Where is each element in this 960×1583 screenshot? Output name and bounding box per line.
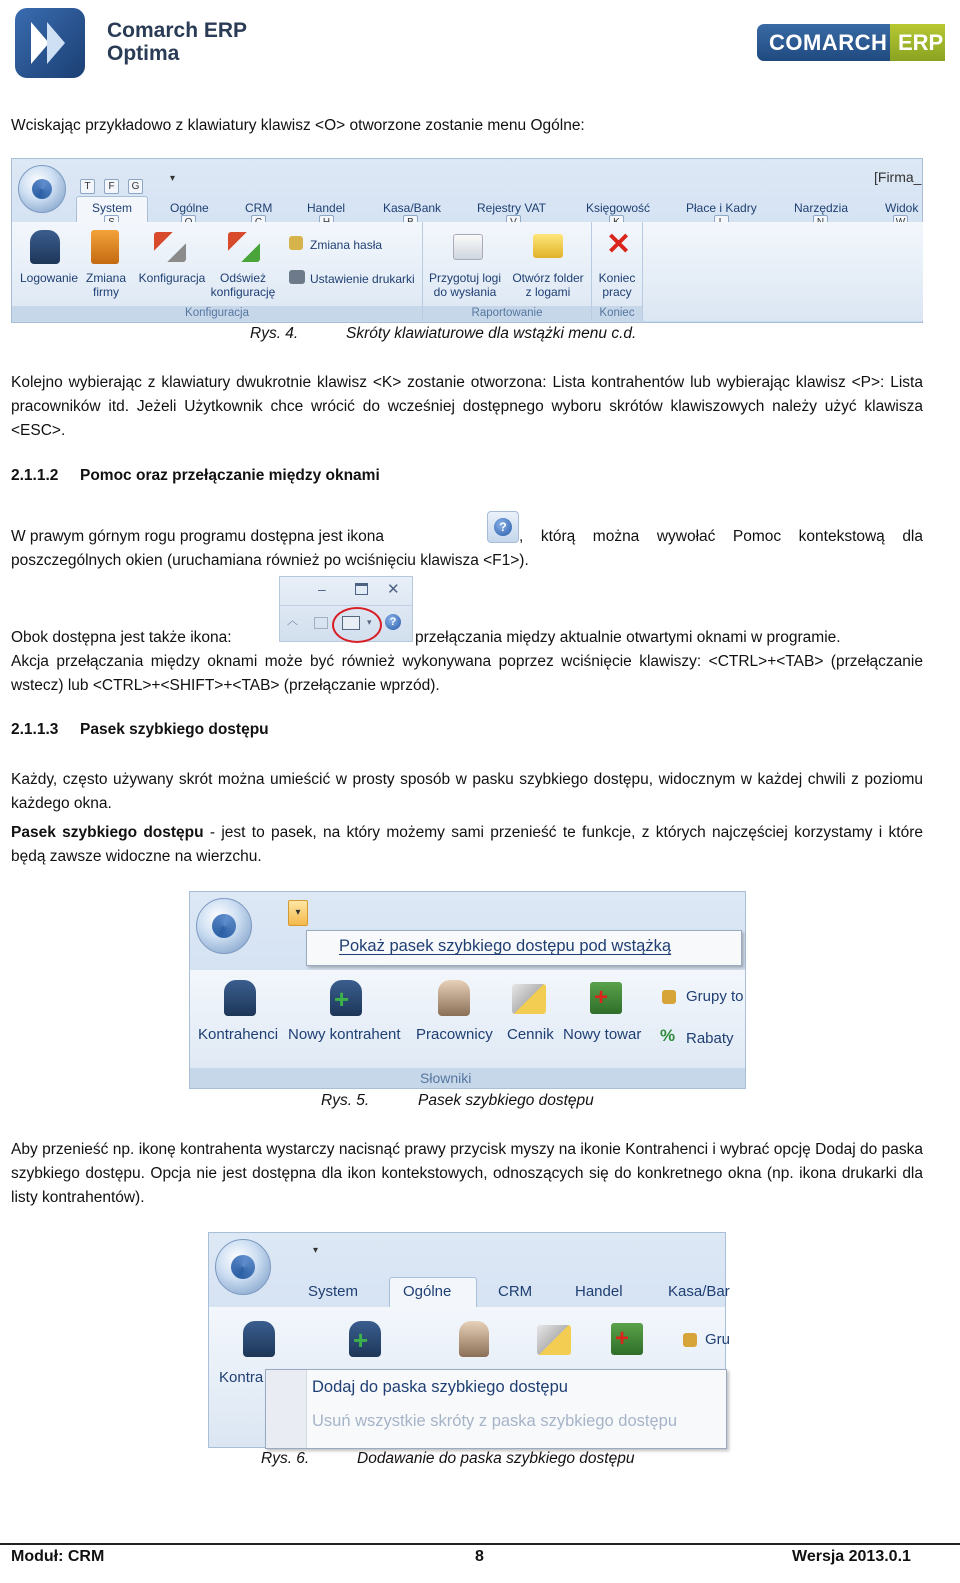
tab-rejestry-vat[interactable]: Rejestry VAT [477,201,546,215]
heading-2-1-1-3: Pasek szybkiego dostępu [80,721,269,738]
figure-6-ribbon [208,1232,731,1448]
chevron-up-icon[interactable]: ︿ [287,615,298,627]
fig4-caption: Skróty klawiaturowe dla wstążki menu c.d. [346,325,637,342]
otworz-folder-label-1[interactable]: Otwórz folder [512,271,584,285]
ustawienie-drukarki-button[interactable]: Ustawienie drukarki [310,272,415,286]
group-raportowanie [423,222,592,321]
tab-ogolne[interactable]: Ogólne [403,1283,452,1300]
tab-handel[interactable]: Handel [307,201,346,215]
tab-kasa-bank[interactable]: Kasa/Bar [668,1283,730,1300]
qa-key: G [128,179,143,194]
paragraph-7-rest: - jest to pasek, na który możemy sami przenieść te funkcje, z których najczęściej korzystamy i które będą zawsze widoczne na wierzchu. [11,824,923,865]
tab-place-kadry[interactable]: Płace i Kadry [686,201,757,215]
cennik-button[interactable]: Cennik [507,1026,554,1043]
paragraph-3-b: , którą można wywołać Pomoc kontekstową dla poszczególnych okien (uruchamiana również po wciśnięciu klawisza <F1>). [11,528,923,569]
footer-rule [0,1543,960,1545]
grupy-icon [662,990,676,1004]
zmiana-firmy-label-1[interactable]: Zmiana [85,271,126,285]
plus-icon: + [334,984,350,1014]
rabaty-icon: % [660,1026,676,1045]
plus-icon: + [353,1325,369,1355]
window-controls-image [279,576,413,642]
zmiana-hasla-icon [289,236,303,250]
app-orb-icon [196,898,252,954]
cennik-icon [537,1325,571,1355]
tab-kasa-bank[interactable]: Kasa/Bank [383,201,442,215]
comarch-optima-logo [15,8,85,78]
tab-crm[interactable]: CRM [245,201,273,215]
brand-left: COMARCH [769,30,888,55]
przygotuj-logi-icon [453,234,483,260]
paragraph-2: Kolejno wybierając z klawiatury dwukrotnie klawisz <K> zostanie otworzona: Lista kontrahentów lub wybierając klawisz <P>: Lista pracowników itd. Jeżeli Użytkownik chce wrócić do wcześniej dostępnego wyboru skrótów klawiszowych należy użyć klawisza <ESC>. [11,374,923,439]
chevron-down-icon[interactable]: ▾ [367,617,372,627]
tab-ksiegowosc[interactable]: Księgowość [586,201,651,215]
pracownicy-icon [438,980,470,1016]
restore-window-icon [314,617,328,629]
qa-dropdown-icon[interactable]: ▾ [313,1245,319,1256]
group-koniec [592,222,643,321]
kontrahenci-partial-label[interactable]: Kontra [219,1369,264,1386]
grupy-icon [683,1333,697,1347]
heading-2-1-1-2-number: 2.1.1.2 [11,467,59,484]
pracownicy-icon [459,1321,489,1357]
plus-icon: + [615,1325,630,1352]
tab-ogolne[interactable]: Ogólne [170,201,209,215]
tab-narzedzia[interactable]: Narzędzia [794,201,849,215]
paragraph-4-b: przełączania między aktualnie otwartymi oknami w programie. [415,629,841,646]
koniec-pracy-label-1[interactable]: Koniec [598,271,636,285]
menu-item-show-qa-below[interactable]: Pokaż pasek szybkiego dostępu pod wstążką [339,937,672,955]
konfiguracja-button-label[interactable]: Konfiguracja [138,271,206,285]
paragraph-7 [11,821,923,869]
plus-icon: + [594,984,609,1011]
help-small-icon[interactable]: ? [385,614,401,630]
paragraph-8: Aby przenieść np. ikonę kontrahenta wystarczy nacisnąć prawy przycisk myszy na ikonie Kontrahenci i wybrać opcję Dodaj do paska szybkiego dostępu. Opcja nie jest dostępna dla ikon kontekstowych, odnoszących się do konkretnego okna (np. ikona drukarki dla listy kontrahentów). [11,1141,923,1206]
otworz-folder-label-2[interactable]: z logami [525,285,571,299]
tab-widok[interactable]: Widok [885,201,919,215]
paragraph-3-a: W prawym górnym rogu programu dostępna jest ikona [11,528,385,545]
qa-dropdown-button[interactable]: ▾ [288,900,308,926]
paragraph-5: Akcja przełączania między oknami może być również wykonywana poprzez wciśnięcie klawiszy: <CTRL>+<TAB> (przełączanie wstecz) lub <CTRL>+<SHIFT>+<TAB> (przełączanie wprzód). [11,653,923,694]
paragraph-7-bold: Pasek szybkiego dostępu [11,824,204,841]
tab-system[interactable]: System [308,1283,359,1300]
group-konfiguracja [12,222,423,321]
qa-context-menu [265,1369,727,1449]
slowniki-group-label: Słowniki [190,1068,745,1088]
zmiana-firmy-icon [91,230,119,264]
qa-dropdown-icon[interactable]: ▾ [170,173,176,184]
logo-line-2: Optima [107,42,180,65]
firma-label: [Firma_ [874,169,922,185]
close-icon[interactable]: ✕ [387,581,400,598]
footer-page-number: 8 [475,1548,484,1565]
figure-5-ribbon [189,891,746,1089]
qa-key: F [104,179,119,194]
comarch-erp-brand [757,24,945,61]
menu-item-add-to-qa[interactable]: Dodaj do paska szybkiego dostępu [312,1378,568,1396]
fig6-caption-number: Rys. 6. [261,1450,310,1467]
przygotuj-logi-label-1[interactable]: Przygotuj logi [428,271,502,285]
nowy-towar-button[interactable]: Nowy towar [563,1026,642,1043]
kontrahenci-button[interactable]: Kontrahenci [198,1026,279,1043]
figure-4-ribbon [11,158,923,323]
brand-right: ERP [898,30,944,55]
heading-2-1-1-3-number: 2.1.1.3 [11,721,59,738]
paragraph-6: Każdy, często używany skrót można umieścić w prosty sposób w pasku szybkiego dostępu, widocznym w każdej chwili z poziomu każdego okna. [11,771,923,812]
zmiana-hasla-button[interactable]: Zmiana hasła [310,238,383,252]
menu-item-remove-all-qa[interactable]: Usuń wszystkie skróty z paska szybkiego dostępu [312,1412,677,1430]
kontrahenci-icon [224,980,256,1016]
rabaty-button[interactable]: Rabaty [686,1030,734,1047]
slowniki-group [190,970,745,1088]
logowanie-button-label[interactable]: Logowanie [19,271,79,285]
nowy-kontrahent-button[interactable]: Nowy kontrahent [288,1026,401,1043]
logowanie-icon [30,230,60,264]
grupy-button[interactable]: Grupy to [686,988,744,1005]
odswiez-label-1[interactable]: Odśwież [219,271,266,285]
tab-crm[interactable]: CRM [498,1283,533,1300]
grupy-partial-label[interactable]: Gru [705,1331,731,1348]
heading-2-1-1-2: Pomoc oraz przełączanie między oknami [80,467,380,484]
minimize-icon[interactable]: – [318,581,326,597]
footer-module: Moduł: CRM [11,1548,105,1565]
fig5-caption: Pasek szybkiego dostępu [418,1092,594,1109]
group-koniec-label: Koniec [592,306,642,321]
app-orb-icon [215,1239,271,1295]
logo-line-1: Comarch ERP [107,19,248,42]
switch-windows-icon[interactable] [342,616,360,630]
przygotuj-logi-label-2[interactable]: do wysłania [433,285,497,299]
maximize-icon[interactable] [355,583,368,595]
kontrahenci-icon [243,1321,275,1357]
cennik-icon [512,984,546,1014]
konfiguracja-icon [154,232,186,262]
group-konfiguracja-label: Konfiguracja [12,306,422,321]
app-orb-icon [18,165,66,213]
fig4-caption-number: Rys. 4. [250,325,299,342]
odswiez-label-2[interactable]: konfigurację [210,285,276,299]
qa-context-menu [306,930,742,966]
footer-version: Wersja 2013.0.1 [792,1548,911,1565]
tab-system[interactable]: System [92,201,133,215]
fig5-caption-number: Rys. 5. [321,1092,370,1109]
ustawienie-drukarki-icon [289,270,305,284]
odswiez-konfiguracje-icon [228,232,260,262]
tab-handel[interactable]: Handel [575,1283,623,1300]
qa-key: T [80,179,95,194]
fig6-caption: Dodawanie do paska szybkiego dostępu [357,1450,635,1467]
koniec-pracy-icon: ✕ [606,228,632,261]
paragraph-4-a: Obok dostępna jest także ikona: [11,629,232,646]
zmiana-firmy-label-2[interactable]: firmy [93,285,119,299]
paragraph-1: Wciskając przykładowo z klawiatury klawisz <O> otworzone zostanie menu Ogólne: [11,117,585,134]
koniec-pracy-label-2[interactable]: pracy [602,285,632,299]
otworz-folder-icon [533,234,563,258]
pracownicy-button[interactable]: Pracownicy [416,1026,493,1043]
group-raportowanie-label: Raportowanie [423,306,591,321]
help-icon[interactable]: ? [487,511,519,543]
